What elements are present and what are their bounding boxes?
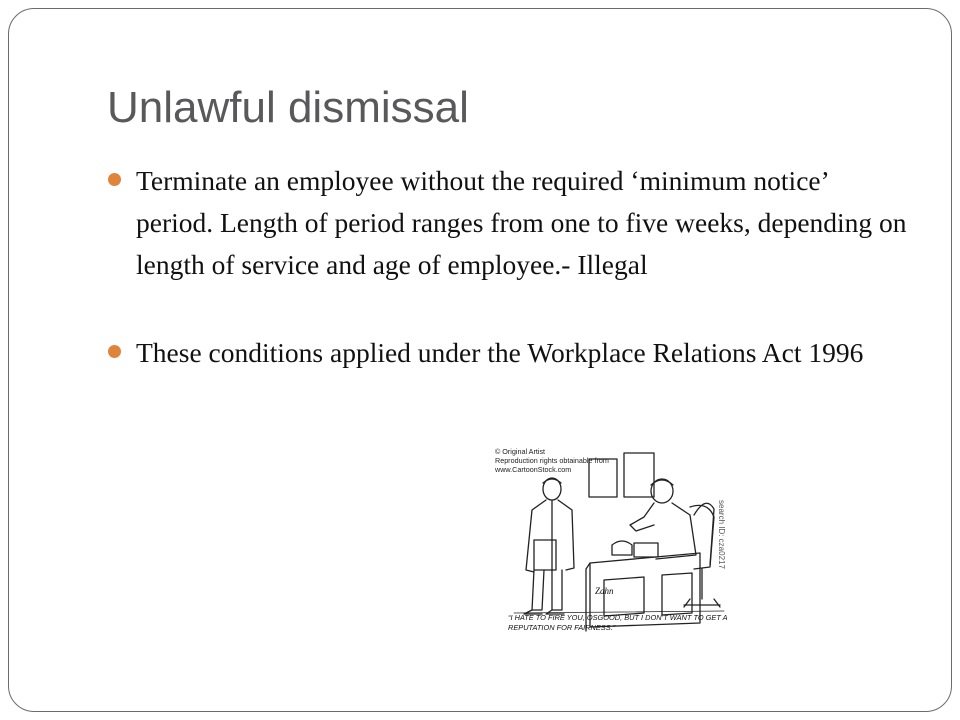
- cartoon-caption: “I HATE TO FIRE YOU, OSGOOD, BUT I DON’T WANT TO GET A REPUTATION FOR FAIRNESS.”: [508, 613, 728, 632]
- bullet-item: [108, 160, 908, 286]
- bullet-dot-icon: [108, 345, 121, 358]
- bullet-dot-icon: [108, 173, 121, 186]
- cartoon-image: [494, 445, 742, 641]
- cartoon-signature: Zahn: [595, 586, 614, 596]
- credit-line: www.CartoonStock.com: [495, 465, 572, 474]
- cartoon-drawing: [494, 445, 742, 641]
- cartoon-credit: [495, 447, 655, 474]
- bullet-item: [108, 332, 908, 374]
- bullet-text: These conditions applied under the Workplace Relations Act 1996: [136, 337, 864, 368]
- credit-line: © Original Artist: [495, 447, 546, 456]
- credit-line: Reproduction rights obtainable from: [495, 456, 609, 465]
- bullet-list: [108, 160, 908, 374]
- cartoon-search-id: search ID: cza0217: [717, 500, 726, 569]
- bullet-text: Terminate an employee without the required ‘minimum notice’ period. Length of period ranges from one to five weeks, depending on length of service and age of employee.- Illegal: [136, 165, 907, 280]
- slide-title: Unlawful dismissal: [107, 83, 469, 132]
